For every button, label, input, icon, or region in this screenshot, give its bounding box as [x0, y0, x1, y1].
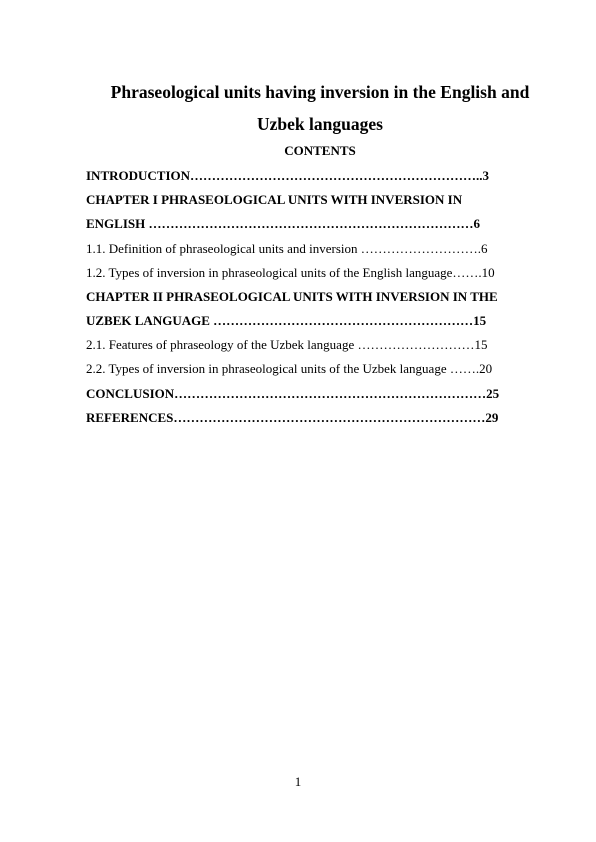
toc-chapter-1-line-1: CHAPTER I PHRASEOLOGICAL UNITS WITH INVERSION IN	[86, 192, 463, 207]
toc-introduction: INTRODUCTION…………………………………………………………..3	[86, 168, 490, 183]
toc-chapter-1-line-2: ENGLISH …………………………………………………………………6	[86, 216, 480, 231]
page-number: 1	[294, 774, 302, 789]
toc-conclusion: CONCLUSION………………………………………………………………25	[86, 386, 500, 401]
toc-section-1-1: 1.1. Definition of phraseological units and inversion ……………………….6	[86, 241, 488, 256]
toc-section-2-1: 2.1. Features of phraseology of the Uzbek language ………………………15	[86, 337, 488, 352]
document-title-line-2: Uzbek languages	[257, 114, 383, 134]
toc-chapter-2-line-2: UZBEK LANGUAGE ……………………………………………………15	[86, 313, 487, 328]
toc-references: REFERENCES………………………………………………………………29	[86, 410, 499, 425]
toc-section-1-2: 1.2. Types of inversion in phraseological units of the English language…….10	[86, 265, 495, 280]
contents-heading: CONTENTS	[284, 143, 356, 158]
document-title-line-1: Phraseological units having inversion in the English and	[110, 82, 530, 102]
toc-chapter-2-line-1: CHAPTER II PHRASEOLOGICAL UNITS WITH INVERSION IN THE	[86, 289, 498, 304]
toc-section-2-2: 2.2. Types of inversion in phraseological units of the Uzbek language …….20	[86, 361, 493, 376]
